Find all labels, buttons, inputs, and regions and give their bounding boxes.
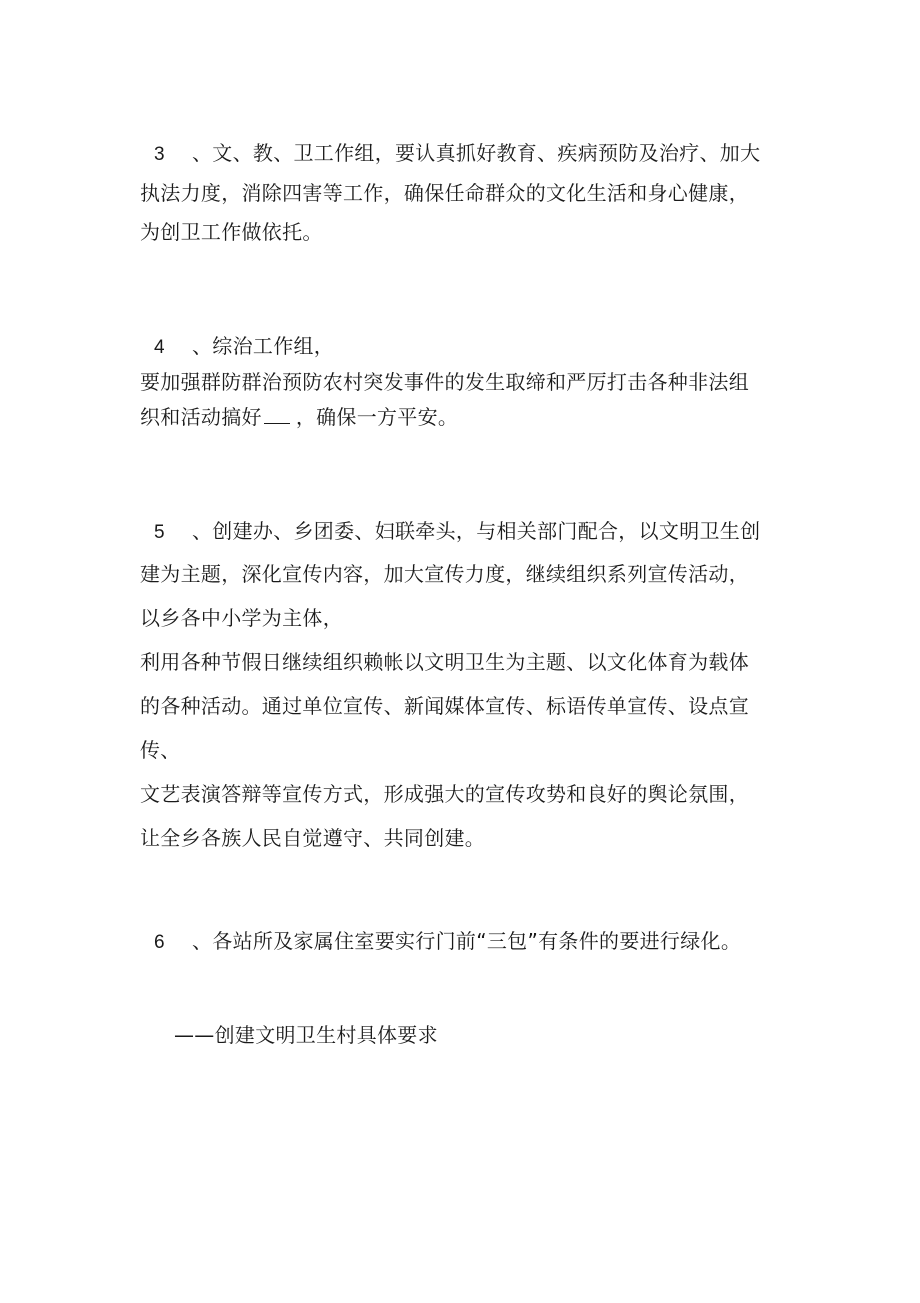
item-3-number: 3 (154, 144, 165, 165)
item-4-line-2: 要加强群防群治预防农村突发事件的发生取缔和严厉打击各种非法组 (140, 370, 749, 394)
item-3-line-2: 执法力度，消除四害等工作，确保任命群众的文化生活和身心健康， (140, 181, 749, 205)
fill-in-blank (264, 405, 290, 424)
item-4-line-1: 4 、综治工作组， (140, 333, 334, 361)
item-4-number: 4 (154, 337, 165, 358)
item-5-line-1: 5 、创建办、乡团委、妇联牵头，与相关部门配合，以文明卫生创 (140, 518, 760, 546)
closing-title: ——创建文明卫生村具体要求 (174, 1023, 438, 1047)
item-4-line-3: 织和活动搞好 ，确保一方平安。 (140, 405, 459, 429)
item-3-line-1: 3 、文、教、卫工作组，要认真抓好教育、疾病预防及治疗、加大 (140, 140, 760, 168)
item-5-line-2: 建为主题，深化宣传内容，加大宣传力度，继续组织系列宣传活动， (140, 562, 749, 586)
item-5-line-3: 以乡各中小学为主体， (140, 606, 343, 630)
item-5-line-4: 利用各种节假日继续组织赖帐以文明卫生为主题、以文化体育为载体 (140, 650, 749, 674)
item-6-line-1: 6 、各站所及家属住室要实行门前“三包”有条件的要进行绿化。 (140, 928, 741, 956)
item-6-number: 6 (154, 932, 165, 953)
item-5-line-5: 的各种活动。通过单位宣传、新闻媒体宣传、标语传单宣传、设点宣 (140, 694, 749, 718)
item-5-line-7: 文艺表演答辩等宣传方式，形成强大的宣传攻势和良好的舆论氛围， (140, 782, 749, 806)
item-5-number: 5 (154, 522, 165, 543)
item-5-line-8: 让全乡各族人民自觉遵守、共同创建。 (140, 826, 486, 850)
item-3-line-3: 为创卫工作做依托。 (140, 220, 323, 244)
item-5-line-6: 传、 (140, 738, 181, 762)
